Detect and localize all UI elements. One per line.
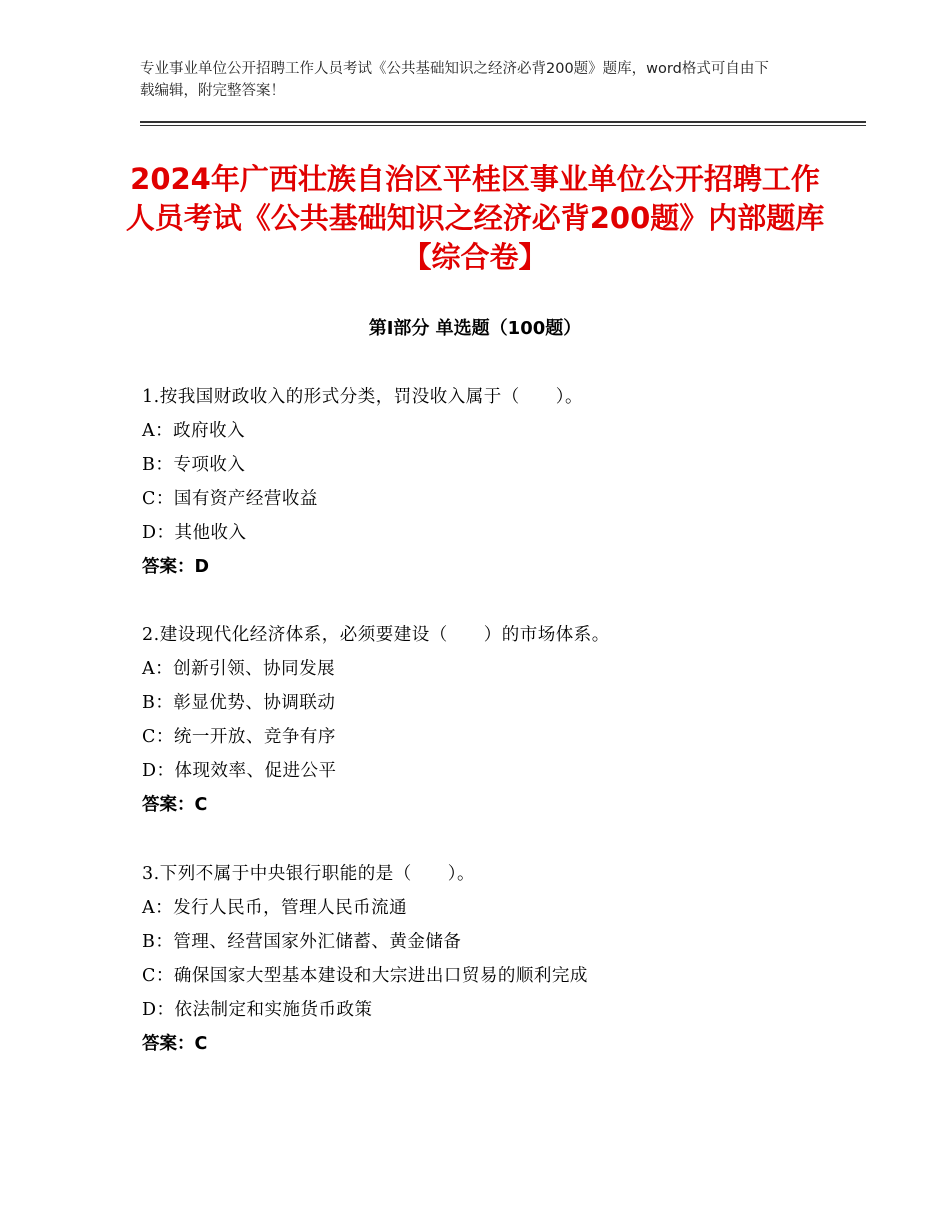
option-d: D：体现效率、促进公平 bbox=[142, 761, 337, 781]
option-a: A：发行人民币，管理人民币流通 bbox=[142, 898, 408, 918]
header-divider-thin bbox=[140, 125, 866, 126]
question-stem: 2.建设现代化经济体系，必须要建设（ ）的市场体系。 bbox=[142, 625, 610, 645]
option-c: C：统一开放、竞争有序 bbox=[142, 727, 336, 747]
question-3 bbox=[142, 857, 862, 1061]
question-2 bbox=[142, 618, 862, 822]
option-c: C：国有资产经营收益 bbox=[142, 489, 318, 509]
option-b: B：彰显优势、协调联动 bbox=[142, 693, 336, 713]
document-title: 2024年广西壮族自治区平桂区事业单位公开招聘工作人员考试《公共基础知识之经济必背200题》内部题库【综合卷】 bbox=[125, 162, 825, 274]
option-a: A：创新引领、协同发展 bbox=[142, 659, 336, 679]
header-divider-thick bbox=[140, 121, 866, 123]
option-d: D：依法制定和实施货币政策 bbox=[142, 1000, 373, 1020]
option-a: A：政府收入 bbox=[142, 421, 246, 441]
option-b: B：管理、经营国家外汇储蓄、黄金储备 bbox=[142, 932, 462, 952]
answer: 答案：C bbox=[142, 1034, 208, 1054]
section-heading: 第I部分 单选题（100题） bbox=[368, 318, 582, 339]
question-stem: 3.下列不属于中央银行职能的是（ ）。 bbox=[142, 864, 475, 884]
answer: 答案：D bbox=[142, 557, 210, 577]
answer: 答案：C bbox=[142, 795, 208, 815]
question-1 bbox=[142, 380, 862, 584]
question-stem: 1.按我国财政收入的形式分类，罚没收入属于（ ）。 bbox=[142, 387, 583, 407]
header-note: 专业事业单位公开招聘工作人员考试《公共基础知识之经济必背200题》题库，word格式可自由下载编辑，附完整答案！ bbox=[140, 61, 769, 99]
option-d: D：其他收入 bbox=[142, 523, 247, 543]
option-c: C：确保国家大型基本建设和大宗进出口贸易的顺利完成 bbox=[142, 966, 588, 986]
option-b: B：专项收入 bbox=[142, 455, 246, 475]
